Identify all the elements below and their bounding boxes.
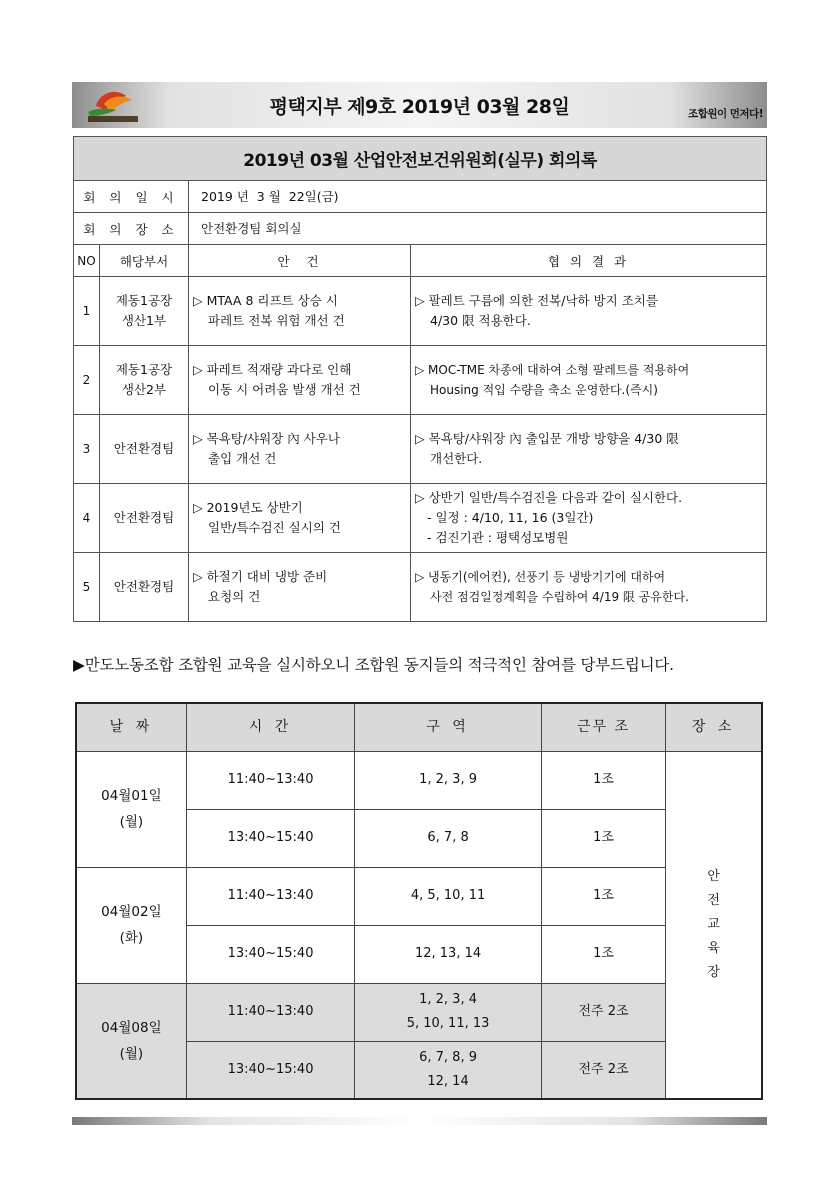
row-result — [411, 346, 767, 415]
column-header-time: 시 간 — [186, 703, 354, 751]
schedule-time: 13:40~15:40 — [186, 1041, 354, 1099]
row-agenda — [189, 277, 411, 346]
row-department — [100, 277, 189, 346]
row-number: 2 — [74, 346, 100, 415]
education-notice: ▶만도노동조합 조합원 교육을 실시하오니 조합원 동지들의 적극적인 참여를 당부드립니다. — [73, 656, 674, 674]
row-number: 1 — [74, 277, 100, 346]
dept-line: 생산1부 — [121, 313, 167, 328]
column-header-shift: 근무 조 — [541, 703, 665, 751]
agenda-line: 이동 시 어려움 발생 개선 건 — [208, 382, 361, 397]
schedule-shift: 전주 2조 — [541, 1041, 665, 1099]
schedule-zone: 4, 5, 10, 11 — [355, 867, 542, 925]
result-line: ▷ 상반기 일반/특수검진을 다음과 같이 실시한다. — [415, 490, 683, 505]
place-char: 장 — [707, 964, 720, 980]
weekday-line: (월) — [119, 814, 144, 830]
result-line: 사전 점검일정계획을 수립하여 4/19 限 공유한다. — [430, 590, 689, 604]
agenda-line: 파레트 전복 위험 개선 건 — [208, 313, 345, 328]
table-row — [76, 751, 762, 809]
table-row — [76, 983, 762, 1041]
dept-line: 안전환경팀 — [113, 579, 175, 594]
schedule-place — [666, 751, 762, 1099]
meeting-minutes-table — [73, 136, 767, 622]
dept-line: 제동1공장 — [115, 293, 173, 308]
row-result — [411, 277, 767, 346]
zone-line: 12, 14 — [427, 1073, 469, 1089]
schedule-zone: 12, 13, 14 — [355, 925, 542, 983]
row-number: 5 — [74, 553, 100, 622]
row-result — [411, 484, 767, 553]
dept-line: 제동1공장 — [115, 362, 173, 377]
row-result — [411, 415, 767, 484]
row-department — [100, 346, 189, 415]
place-char: 육 — [707, 940, 720, 956]
column-header-agenda: 안 건 — [189, 245, 411, 277]
schedule-time: 11:40~13:40 — [186, 751, 354, 809]
schedule-shift: 1조 — [541, 751, 665, 809]
schedule-date — [76, 983, 186, 1099]
schedule-time: 11:40~13:40 — [186, 983, 354, 1041]
row-agenda — [189, 346, 411, 415]
column-header-place: 장 소 — [666, 703, 762, 751]
bulletin-title: 평택지부 제9호 2019년 03월 28일 — [269, 96, 570, 118]
result-line: Housing 적입 수량을 축소 운영한다.(즉시) — [430, 383, 658, 397]
date-line: 04월02일 — [101, 904, 162, 920]
row-number: 3 — [74, 415, 100, 484]
table-row — [74, 346, 767, 415]
result-line: ▷ 냉동기(에어컨), 선풍기 등 냉방기기에 대하여 — [415, 570, 666, 584]
dept-line: 안전환경팀 — [113, 510, 175, 525]
agenda-line: ▷ 하절기 대비 냉방 준비 — [193, 569, 328, 584]
row-result — [411, 553, 767, 622]
schedule-shift: 1조 — [541, 925, 665, 983]
table-row — [76, 867, 762, 925]
meeting-date-value: 2019 년 3 월 22일(금) — [189, 181, 767, 213]
table-row — [74, 553, 767, 622]
agenda-line: ▷ MTAA 8 리프트 상승 시 — [193, 293, 338, 308]
schedule-date — [76, 751, 186, 867]
zone-line: 1, 2, 3, 4 — [419, 992, 477, 1007]
meeting-place-label: 회 의 장 소 — [74, 213, 189, 245]
agenda-line: 요청의 건 — [208, 589, 261, 604]
schedule-shift: 1조 — [541, 809, 665, 867]
table-row — [74, 484, 767, 553]
schedule-zone: 1, 2, 3, 9 — [355, 751, 542, 809]
column-header-dept: 해당부서 — [100, 245, 189, 277]
minutes-title: 2019년 03월 산업안전보건위원회(실무) 회의록 — [74, 137, 767, 181]
agenda-line: ▷ 목욕탕/샤워장 內 사우나 — [193, 431, 340, 446]
row-department — [100, 484, 189, 553]
agenda-line: 일반/특수검진 실시의 건 — [208, 520, 341, 535]
row-department — [100, 415, 189, 484]
schedule-time: 11:40~13:40 — [186, 867, 354, 925]
column-header-zone: 구 역 — [355, 703, 542, 751]
meeting-date-label: 회 의 일 시 — [74, 181, 189, 213]
schedule-date — [76, 867, 186, 983]
dept-line: 생산2부 — [121, 382, 167, 397]
schedule-header-row — [76, 703, 762, 751]
meeting-place-value: 안전환경팀 회의실 — [189, 213, 767, 245]
weekday-line: (월) — [119, 1045, 144, 1062]
schedule-shift: 전주 2조 — [541, 983, 665, 1041]
union-slogan: 조합원이 먼저다! — [688, 108, 763, 120]
date-line: 04월01일 — [101, 788, 162, 804]
result-line: ▷ MOC-TME 차종에 대하여 소형 팔레트를 적용하여 — [415, 363, 690, 377]
result-line: - 일정 : 4/10, 11, 16 (3일간) — [427, 510, 594, 525]
schedule-time: 13:40~15:40 — [186, 809, 354, 867]
row-agenda — [189, 415, 411, 484]
table-row — [74, 415, 767, 484]
schedule-zone — [355, 1041, 542, 1099]
column-header-date: 날 짜 — [76, 703, 186, 751]
zone-line: 6, 7, 8, 9 — [419, 1049, 477, 1065]
schedule-zone — [355, 983, 542, 1041]
result-line: ▷ 팔레트 구름에 의한 전복/낙하 방지 조치를 — [415, 293, 658, 308]
dept-line: 안전환경팀 — [113, 441, 175, 456]
education-schedule-table — [75, 702, 763, 1100]
column-header-result: 협 의 결 과 — [411, 245, 767, 277]
weekday-line: (화) — [119, 930, 144, 946]
header-banner — [72, 82, 767, 128]
result-line: - 검진기관 : 평택성모병원 — [427, 530, 569, 545]
date-line: 04월08일 — [101, 1019, 162, 1036]
zone-line: 5, 10, 11, 13 — [406, 1016, 490, 1031]
agenda-line: ▷ 2019년도 상반기 — [193, 500, 303, 515]
schedule-shift: 1조 — [541, 867, 665, 925]
agenda-line: ▷ 파레트 적재량 과다로 인해 — [193, 362, 352, 377]
row-agenda — [189, 484, 411, 553]
place-char: 교 — [707, 916, 720, 932]
table-row — [74, 277, 767, 346]
row-agenda — [189, 553, 411, 622]
row-department — [100, 553, 189, 622]
schedule-zone: 6, 7, 8 — [355, 809, 542, 867]
result-line: ▷ 목욕탕/샤워장 內 출입문 개방 방향을 4/30 限 — [415, 431, 679, 446]
place-char: 전 — [707, 892, 720, 908]
column-header-no: NO — [74, 245, 100, 277]
result-line: 개선한다. — [430, 451, 483, 466]
result-line: 4/30 限 적용한다. — [430, 313, 531, 328]
schedule-time: 13:40~15:40 — [186, 925, 354, 983]
footer-bar — [72, 1117, 767, 1125]
row-number: 4 — [74, 484, 100, 553]
place-char: 안 — [707, 868, 720, 884]
agenda-line: 출입 개선 건 — [208, 451, 277, 466]
